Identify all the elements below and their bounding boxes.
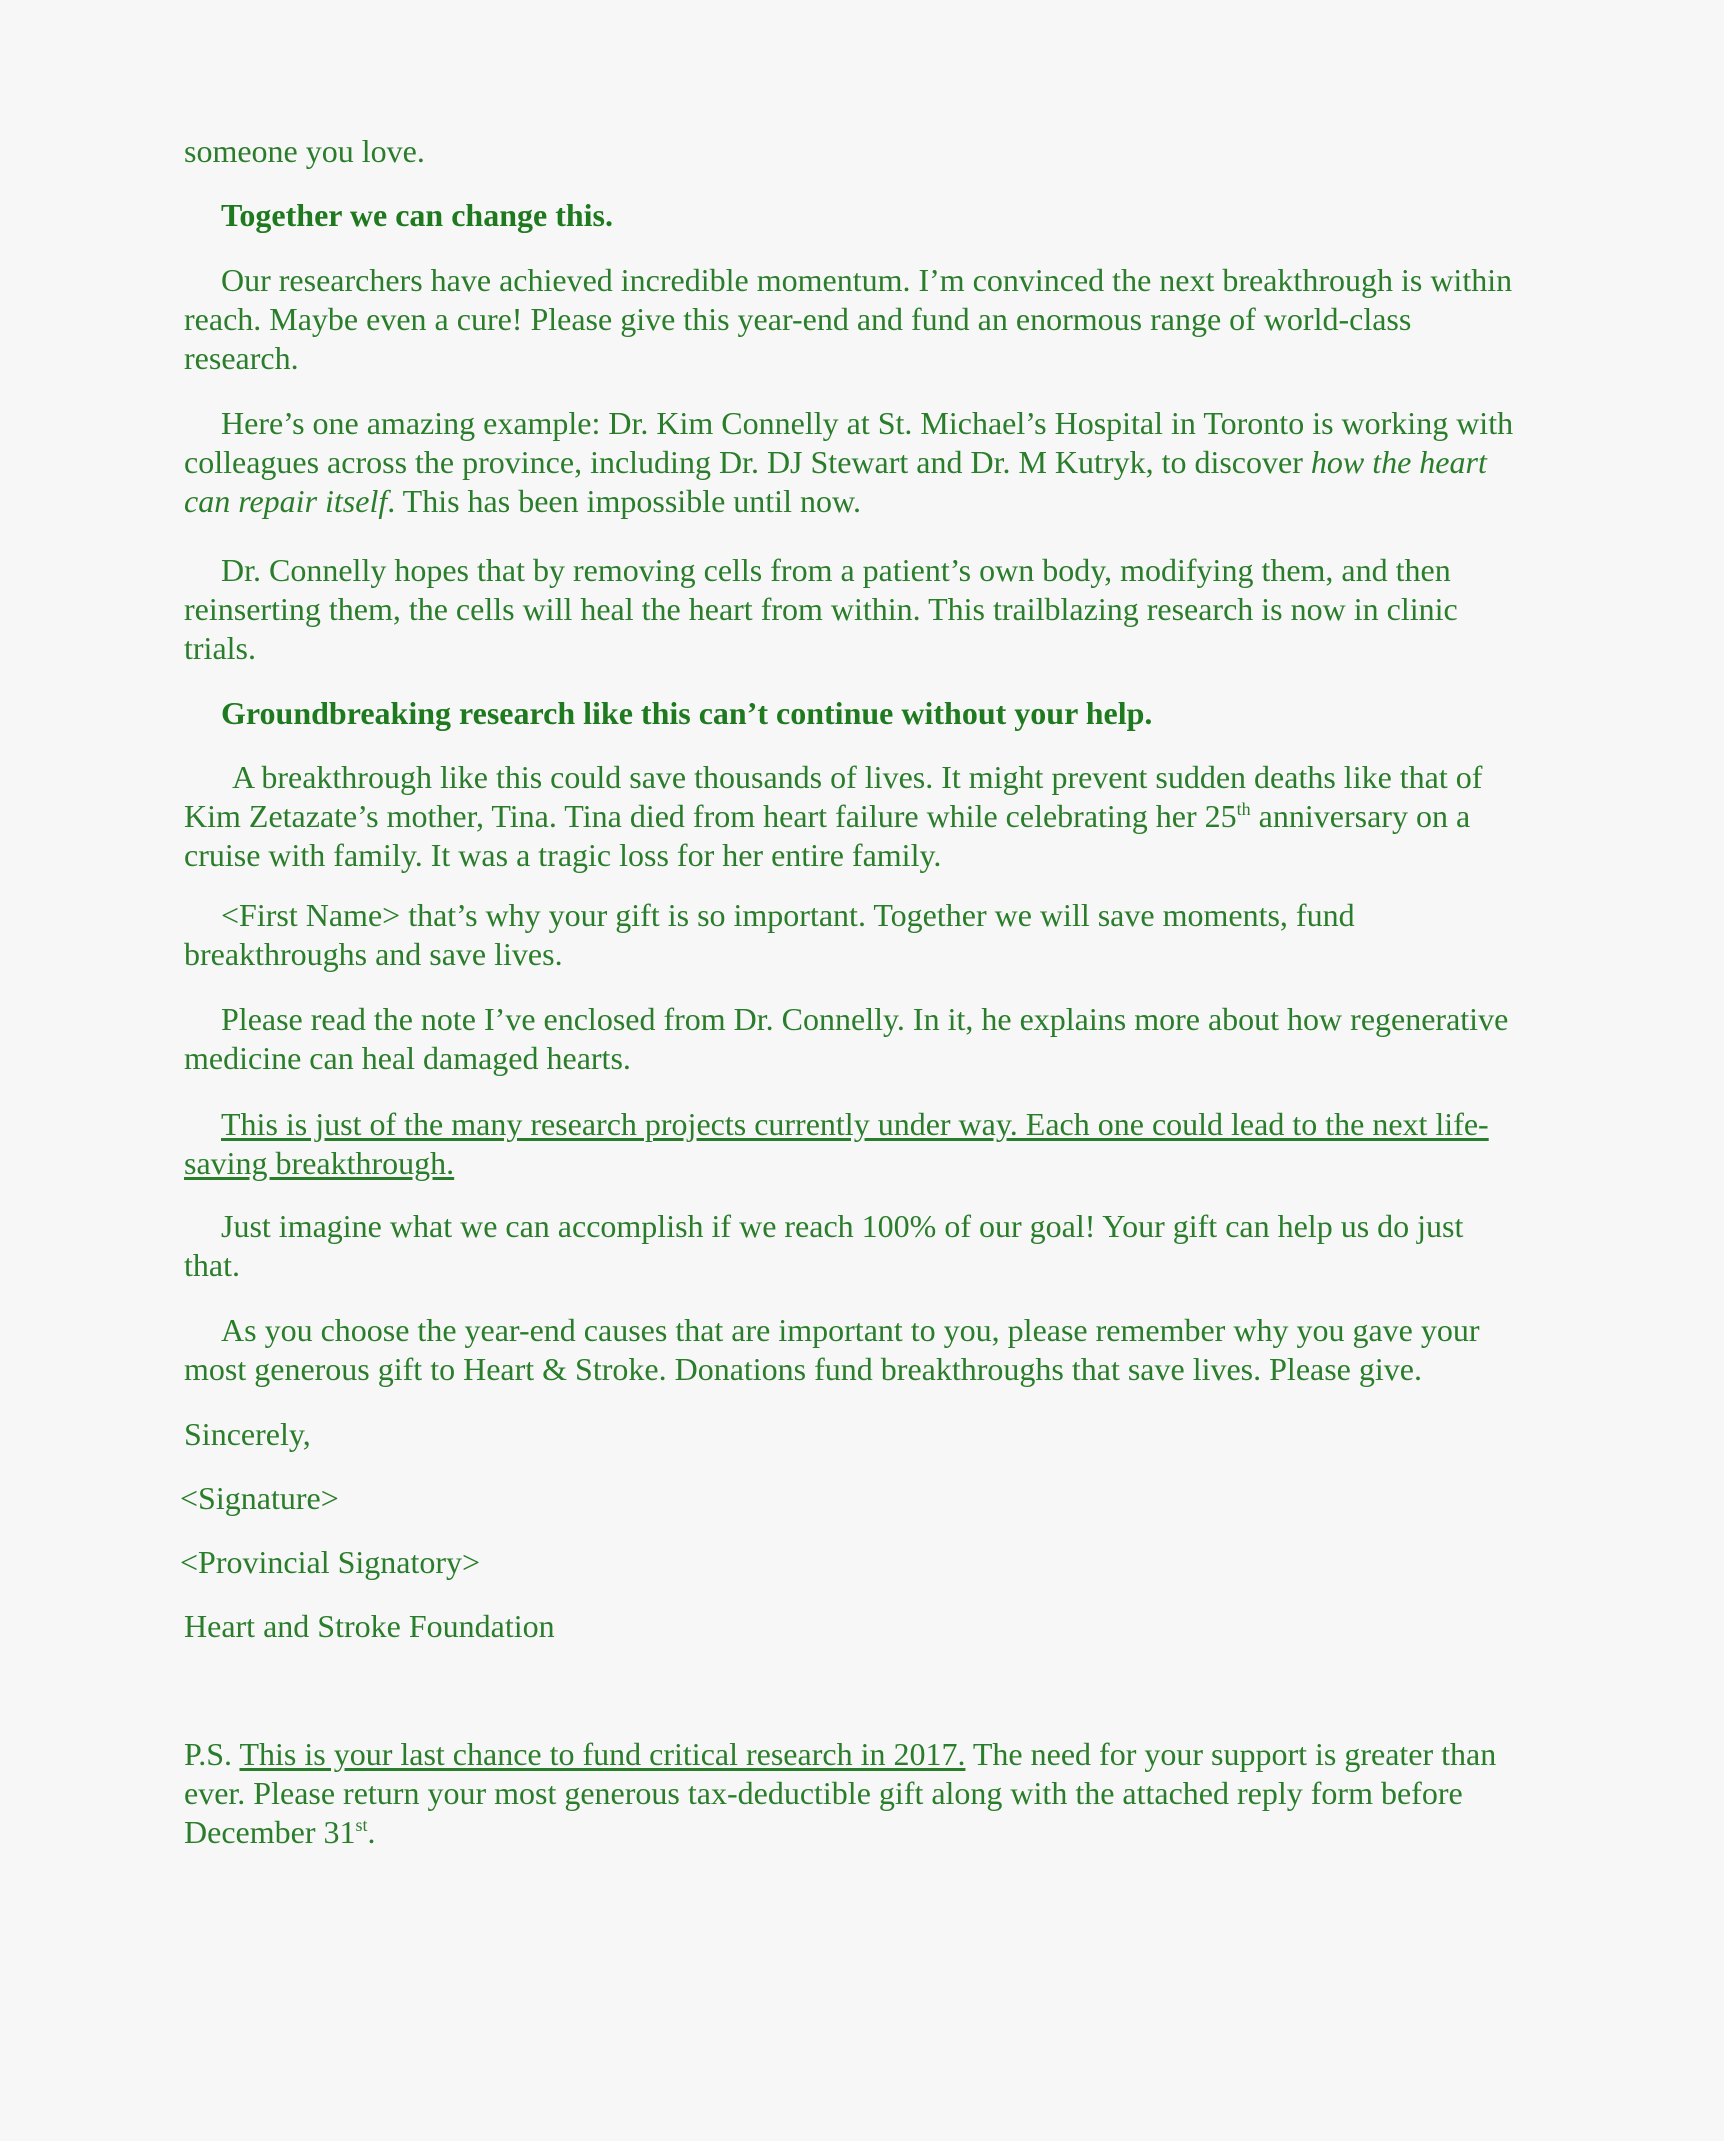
ps-ordinal-suffix: st (355, 1815, 368, 1835)
example-italic: how the heart can repair itself (184, 444, 1487, 519)
paragraph-projects-underlined: This is just of the many research projects currently under way. Each one could lead to the next life-saving breakthrough. (184, 1106, 1489, 1181)
ps-end: . (367, 1814, 376, 1850)
postscript (184, 1735, 1524, 1852)
heading-together: Together we can change this. (221, 197, 613, 233)
ordinal-suffix: th (1236, 799, 1251, 819)
paragraph-example (184, 404, 1524, 521)
closing: Sincerely, (184, 1416, 311, 1452)
paragraph-year-end: As you choose the year-end causes that are important to you, please remember why you gave your most generous gift to Heart & Stroke. Donations fund breakthroughs that save lives. Please give. (184, 1312, 1480, 1387)
paragraph-breakthrough (184, 758, 1524, 875)
signature-placeholder: <Signature> (180, 1480, 339, 1516)
paragraph-momentum: Our researchers have achieved incredible momentum. I’m convinced the next breakthrough is within reach. Maybe even a cure! Please give this year-end and fund an enormous range of world-class research. (184, 262, 1513, 376)
paragraph-continuation: someone you love. (184, 133, 425, 169)
paragraph-imagine: Just imagine what we can accomplish if we reach 100% of our goal! Your gift can help us do just that. (184, 1208, 1464, 1283)
example-text-a: Here’s one amazing example: Dr. Kim Connelly at St. Michael’s Hospital in Toronto is working with colleagues across the province, including Dr. DJ Stewart and Dr. M Kutryk, to discover (184, 405, 1514, 480)
heading-groundbreaking: Groundbreaking research like this can’t continue without your help. (221, 695, 1153, 731)
ps-rest: The need for your support is greater than ever. Please return your most generous tax-deductible gift along with the attached reply form before December 31 (184, 1736, 1497, 1850)
example-text-b: . This has been impossible until now. (387, 483, 861, 519)
paragraph-connelly: Dr. Connelly hopes that by removing cells from a patient’s own body, modifying them, and then reinserting them, the cells will heal the heart from within. This trailblazing research is now in clinic trials. (184, 552, 1458, 666)
breakthrough-text-b: anniversary on a cruise with family. It was a tragic loss for her entire family. (184, 798, 1471, 873)
signatory-placeholder: <Provincial Signatory> (180, 1544, 481, 1580)
breakthrough-text-a: A breakthrough like this could save thousands of lives. It might prevent sudden deaths like that of Kim Zetazate’s mother, Tina. Tina died from heart failure while celebrating her 25 (184, 759, 1483, 834)
ps-label: P.S. (184, 1736, 240, 1772)
ps-underlined: This is your last chance to fund critical research in 2017. (239, 1736, 966, 1772)
paragraph-note: Please read the note I’ve enclosed from Dr. Connelly. In it, he explains more about how regenerative medicine can heal damaged hearts. (184, 1001, 1509, 1076)
organization-name: Heart and Stroke Foundation (184, 1608, 555, 1644)
paragraph-first-name: <First Name> that’s why your gift is so important. Together we will save moments, fund breakthroughs and save lives. (184, 897, 1355, 972)
